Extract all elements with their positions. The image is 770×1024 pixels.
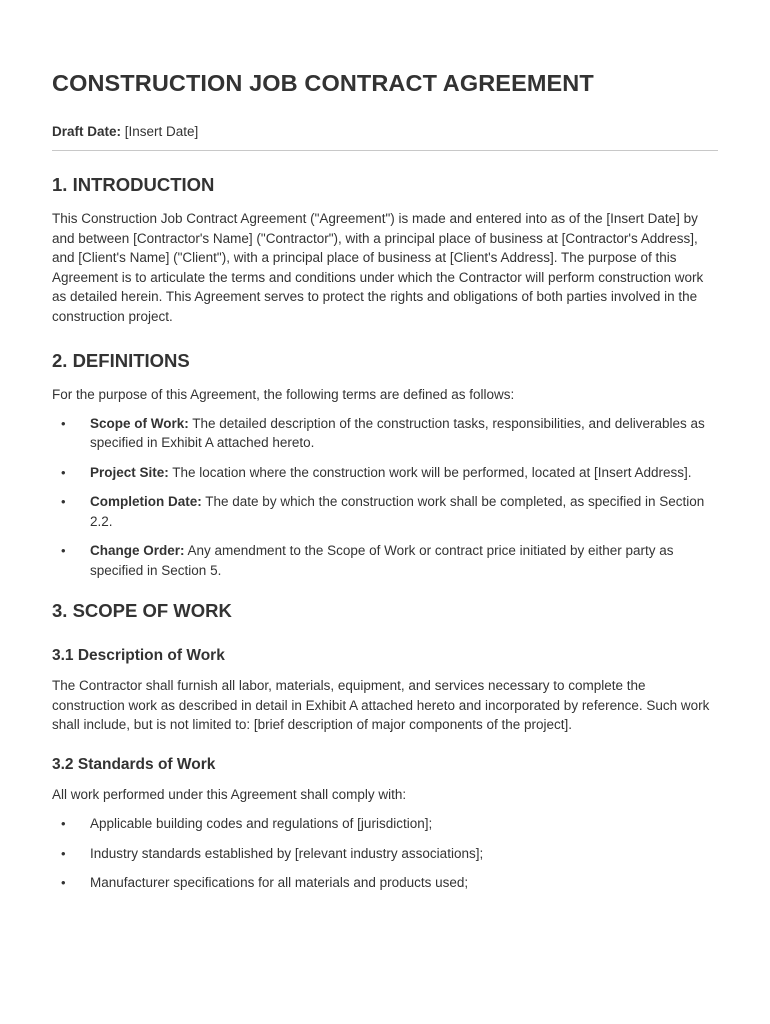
introduction-paragraph: This Construction Job Contract Agreement ("Agreement") is made and entered into as of the [Insert Date] by and between [Contractor's Name] ("Contractor"), with a principal place of business at [Contractor's Address], and [Client's Name] ("Client"), with a principal place of business at [Client's Address]. The purpose of this Agreement is to articulate the terms and conditions under which the Contractor will perform construction work as detailed herein. This Agreement serves to protect the rights and obligations of both parties involved in the construction project.: [52, 211, 704, 324]
document-title: CONSTRUCTION JOB CONTRACT AGREEMENT: [52, 70, 594, 96]
definition-term: Change Order:: [90, 543, 185, 558]
standards-item: [52, 873, 718, 893]
bullet-icon: •: [61, 494, 66, 509]
draft-date-value: [Insert Date]: [121, 124, 199, 139]
bullet-icon: •: [61, 415, 66, 431]
definition-text: The detailed description of the construction tasks, responsibilities, and deliverables as specified in Exhibit A attached hereto.: [90, 415, 705, 450]
standards-item-text: Manufacturer specifications for all materials and products used;: [90, 875, 469, 890]
bullet-icon: •: [61, 543, 66, 558]
section-heading-definitions: 2. DEFINITIONS: [52, 350, 190, 371]
definition-text: The date by which the construction work shall be completed, as specified in Section 2.2.: [90, 494, 705, 529]
bullet-icon: •: [61, 816, 66, 831]
bullet-icon: •: [61, 875, 66, 890]
standards-item-text: Industry standards established by [relevant industry associations];: [90, 845, 484, 861]
title-divider: [52, 150, 718, 151]
subsection-heading-standards-of-work: 3.2 Standards of Work: [52, 755, 216, 773]
standards-item-text: Applicable building codes and regulations of [jurisdiction];: [90, 816, 433, 831]
definition-item-completion-date: [52, 492, 718, 531]
definition-term: Completion Date:: [90, 494, 202, 509]
subsection-heading-description-of-work: 3.1 Description of Work: [52, 647, 225, 664]
standards-item: [52, 814, 718, 834]
section-heading-introduction: 1. INTRODUCTION: [52, 174, 215, 195]
definitions-list: [52, 414, 718, 581]
definition-text: Any amendment to the Scope of Work or contract price initiated by either party as specified in Section 5.: [90, 543, 674, 578]
definition-item-project-site: [52, 463, 718, 483]
definition-term: Scope of Work:: [90, 415, 189, 431]
definition-text: The location where the construction work will be performed, located at [Insert Address].: [168, 464, 692, 480]
standards-list: [52, 814, 718, 893]
standards-intro: All work performed under this Agreement shall comply with:: [52, 786, 407, 802]
draft-date: [52, 124, 718, 139]
definitions-intro: For the purpose of this Agreement, the following terms are defined as follows:: [52, 387, 515, 402]
standards-item: [52, 844, 718, 864]
definition-item-scope-of-work: [52, 414, 718, 453]
draft-date-label: Draft Date:: [52, 124, 122, 139]
bullet-icon: •: [61, 464, 66, 480]
definition-item-change-order: [52, 541, 718, 580]
section-heading-scope-of-work: 3. SCOPE OF WORK: [52, 600, 232, 621]
bullet-icon: •: [61, 845, 66, 861]
definition-term: Project Site:: [90, 464, 169, 480]
description-of-work-paragraph: The Contractor shall furnish all labor, materials, equipment, and services necessary to complete the construction work as described in detail in Exhibit A attached hereto and incorporated by reference. Such work shall include, but is not limited to: [brief description of major components of the project].: [52, 678, 710, 732]
